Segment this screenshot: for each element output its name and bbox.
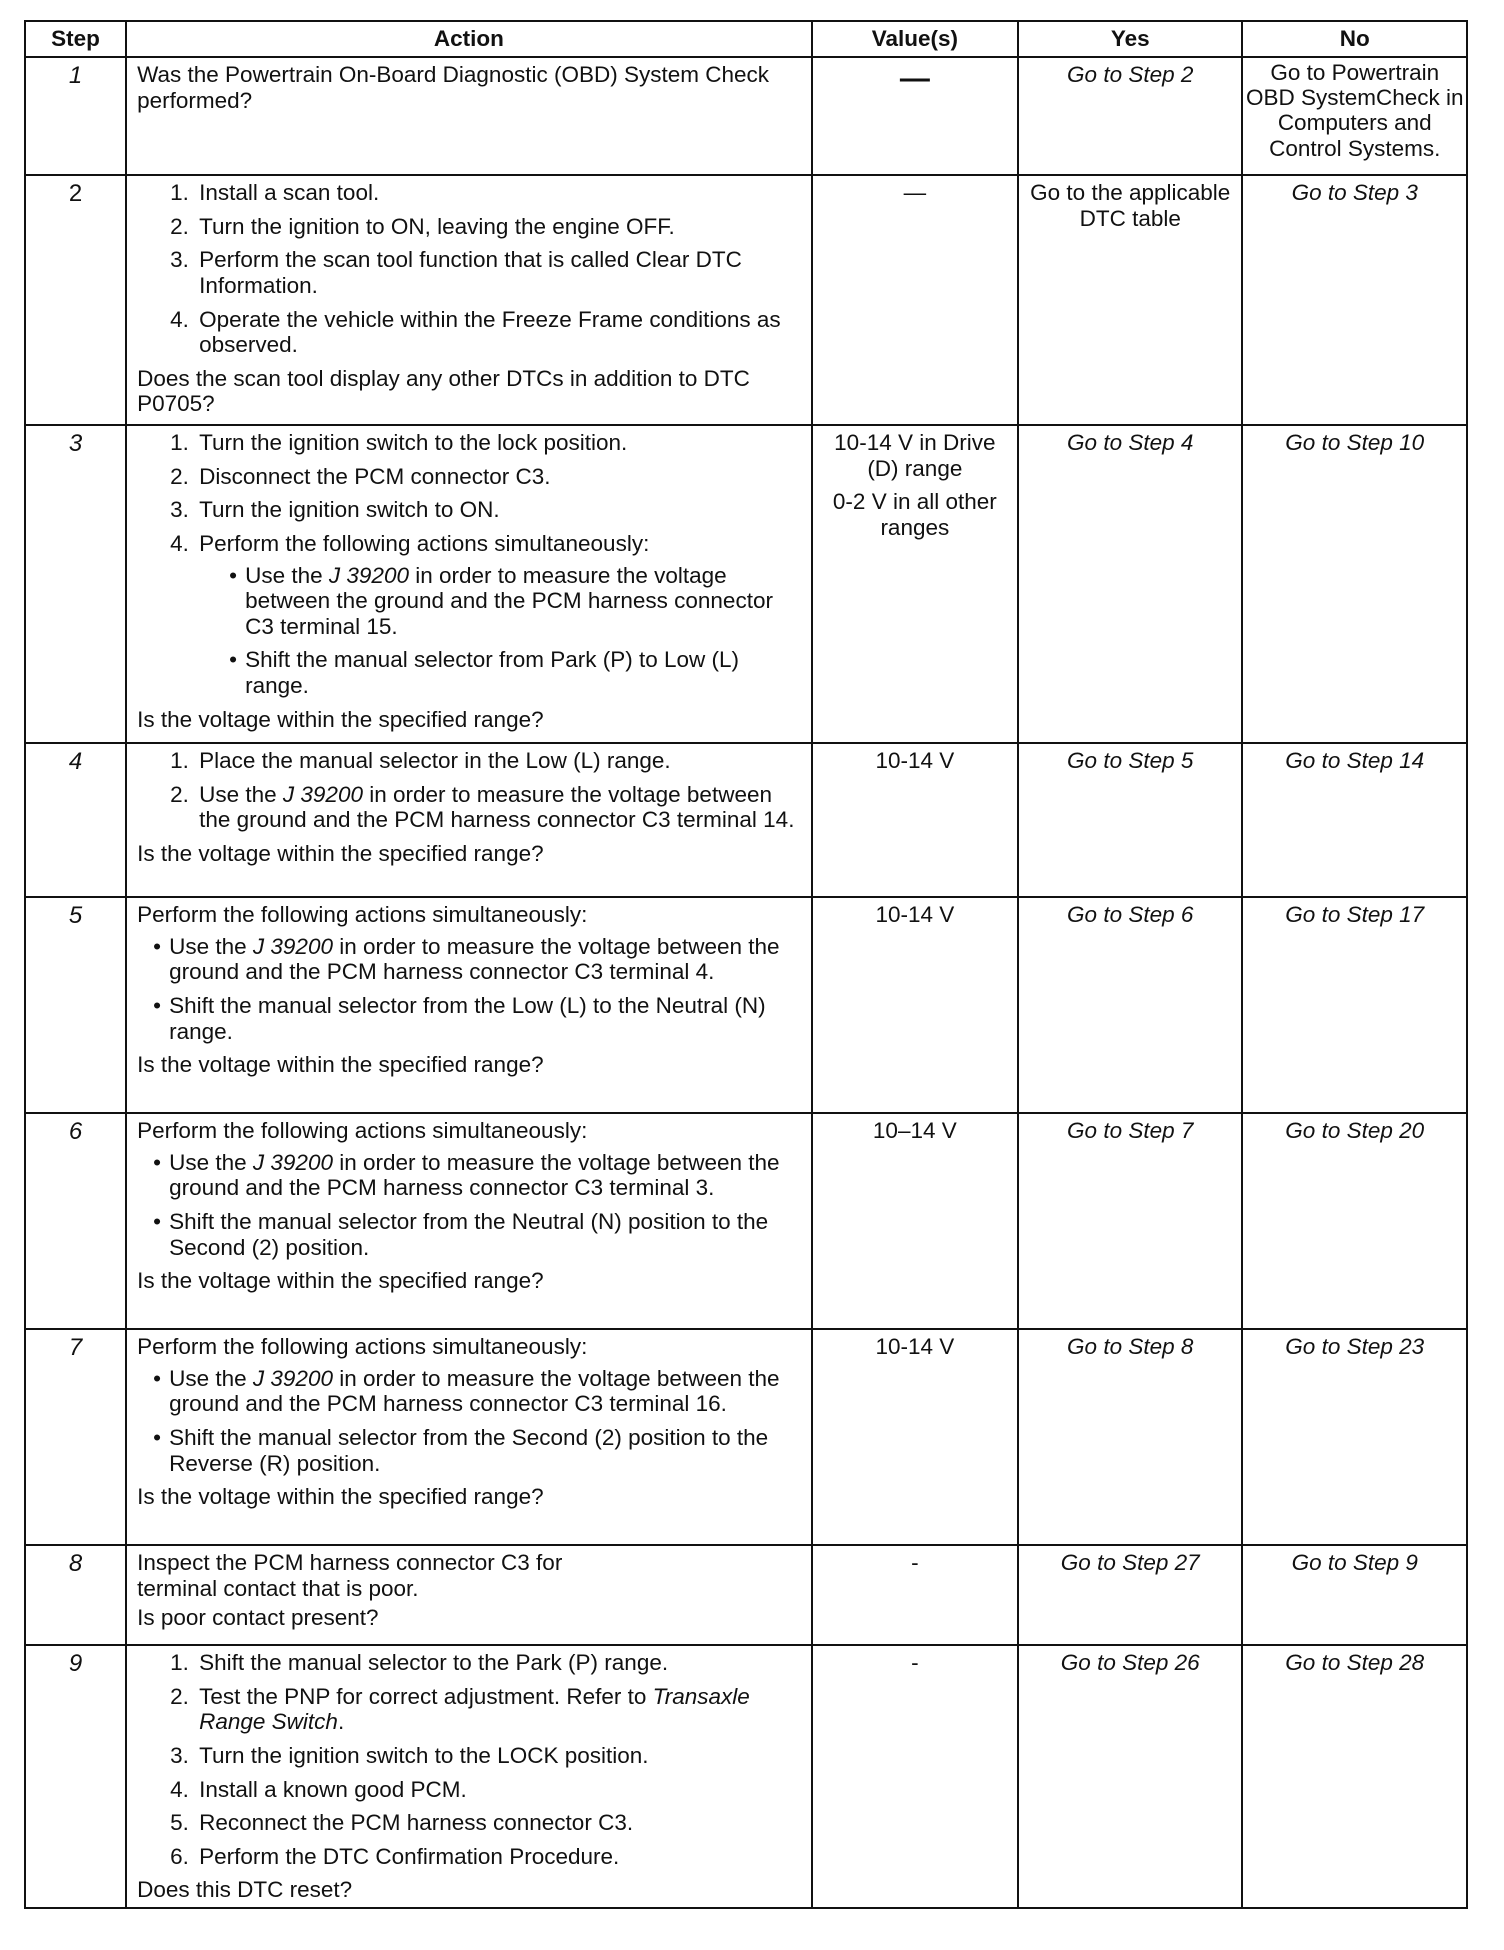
action-bullets — [199, 563, 801, 699]
action-step-text: Test the PNP for correct adjustment. Refer to — [199, 1683, 653, 1709]
yes-cell: Go to the applicable DTC table — [1018, 175, 1242, 425]
action-question: Does this DTC reset? — [137, 1877, 353, 1903]
action-bullets — [137, 1150, 801, 1261]
table-row — [25, 1545, 1467, 1645]
header-row — [25, 21, 1467, 57]
bullet-text: Use the — [169, 1149, 253, 1175]
yes-cell: Go to Step 4 — [1018, 425, 1242, 743]
action-step: 3. Perform the scan tool function that is called Clear DTC Information. — [195, 247, 801, 298]
table-row — [25, 1645, 1467, 1908]
action-cell — [126, 1545, 812, 1645]
table-row — [25, 897, 1467, 1113]
step-number: 3 — [25, 425, 126, 743]
value-cell — [812, 897, 1018, 1113]
table-row — [25, 425, 1467, 743]
bullet-item: • Shift the manual selector from the Second (2) position to the Reverse (R) position. — [153, 1425, 801, 1476]
action-intro: Perform the following actions simultaneously: — [137, 902, 588, 927]
value-text: — — [899, 62, 930, 95]
action-question: Is the voltage within the specified range? — [137, 706, 544, 732]
no-cell: Go to Step 20 — [1242, 1113, 1467, 1329]
action-question: Does the scan tool display any other DTCs in addition to DTC P0705? — [137, 365, 750, 417]
action-step — [195, 782, 801, 833]
action-step: 4. Operate the vehicle within the Freeze Frame conditions as observed. — [195, 307, 801, 358]
action-question: Is the voltage within the specified range? — [137, 1268, 544, 1294]
step-number: 2 — [25, 175, 126, 425]
header-yes: Yes — [1018, 21, 1242, 57]
no-cell: Go to Step 3 — [1242, 175, 1467, 425]
value-cell — [812, 1545, 1018, 1645]
yes-cell: Go to Step 8 — [1018, 1329, 1242, 1545]
diagnostic-table — [24, 20, 1468, 1909]
bullet-item — [153, 1150, 801, 1201]
action-intro: Perform the following actions simultaneously: — [137, 1118, 588, 1143]
action-step-text: in order to measure the voltage between the ground and the PCM harness connector C3 terminal 14. — [199, 781, 795, 833]
value-text: — — [903, 180, 927, 205]
step-number: 5 — [25, 897, 126, 1113]
bullet-item: • Shift the manual selector from Park (P) to Low (L) range. — [229, 647, 801, 698]
value-cell — [812, 743, 1018, 897]
action-step-text: Perform the following actions simultaneously: — [199, 530, 650, 556]
action-cell — [126, 57, 812, 175]
value-text: - — [911, 1550, 919, 1575]
value-cell — [812, 1329, 1018, 1545]
no-cell: Go to Step 10 — [1242, 425, 1467, 743]
action-step: 1. Turn the ignition switch to the lock position. — [195, 430, 801, 456]
bullet-item: • Shift the manual selector from the Low (L) to the Neutral (N) range. — [153, 993, 801, 1044]
step-number: 7 — [25, 1329, 126, 1545]
action-steps — [137, 430, 801, 699]
value-text: 10-14 V — [875, 1334, 955, 1359]
action-question: Is the voltage within the specified range? — [137, 840, 544, 866]
bullet-item: • Shift the manual selector from the Neutral (N) position to the Second (2) position. — [153, 1209, 801, 1260]
tool-name: J 39200 — [328, 562, 409, 588]
bullet-item — [153, 1366, 801, 1417]
action-bullets — [137, 934, 801, 1045]
table-row — [25, 57, 1467, 175]
reference-link: Transaxle Range Switch — [199, 1683, 750, 1735]
action-question: Is poor contact present? — [137, 1605, 379, 1631]
yes-cell: Go to Step 7 — [1018, 1113, 1242, 1329]
tool-name: J 39200 — [252, 933, 333, 959]
tool-name: J 39200 — [252, 1149, 333, 1175]
bullet-text: in order to measure the voltage between the ground and the PCM harness connector C3 terminal 15. — [245, 562, 773, 639]
table-row — [25, 1329, 1467, 1545]
yes-cell: Go to Step 6 — [1018, 897, 1242, 1113]
header-values: Value(s) — [812, 21, 1018, 57]
no-cell: Go to Powertrain OBD SystemCheck in Computers and Control Systems. — [1242, 57, 1467, 175]
table-row — [25, 1113, 1467, 1329]
action-intro: Inspect the PCM harness connector C3 for terminal contact that is poor. — [137, 1550, 563, 1601]
action-step: 1. Place the manual selector in the Low (L) range. — [195, 748, 801, 774]
action-bullets — [137, 1366, 801, 1477]
action-step: 1. Install a scan tool. — [195, 180, 801, 206]
action-cell — [126, 175, 812, 425]
bullet-text: in order to measure the voltage between the ground and the PCM harness connector C3 terminal 4. — [169, 933, 780, 985]
action-cell — [126, 1645, 812, 1908]
action-question: Is the voltage within the specified range? — [137, 1052, 544, 1078]
no-cell: Go to Step 17 — [1242, 897, 1467, 1113]
action-step: 1. Shift the manual selector to the Park (P) range. — [195, 1650, 801, 1676]
value-text: - — [911, 1650, 919, 1675]
table-row — [25, 743, 1467, 897]
action-steps — [137, 1650, 801, 1869]
action-steps — [137, 748, 801, 833]
tool-name: J 39200 — [282, 781, 363, 807]
value-text: 10-14 V in Drive (D) range — [834, 430, 996, 481]
value-cell — [812, 425, 1018, 743]
action-question: Was the Powertrain On-Board Diagnostic (OBD) System Check performed? — [137, 62, 769, 113]
value-cell — [812, 57, 1018, 175]
header-action: Action — [126, 21, 812, 57]
action-step: 2. Turn the ignition to ON, leaving the engine OFF. — [195, 214, 801, 240]
header-step: Step — [25, 21, 126, 57]
value-text: 10-14 V — [875, 902, 955, 927]
action-step: 5. Reconnect the PCM harness connector C3. — [195, 1810, 801, 1836]
bullet-text: in order to measure the voltage between the ground and the PCM harness connector C3 terminal 16. — [169, 1365, 780, 1417]
action-step: 6. Perform the DTC Confirmation Procedure. — [195, 1844, 801, 1870]
step-number: 1 — [25, 57, 126, 175]
yes-cell: Go to Step 2 — [1018, 57, 1242, 175]
yes-cell: Go to Step 26 — [1018, 1645, 1242, 1908]
action-step: 2. Disconnect the PCM connector C3. — [195, 464, 801, 490]
no-cell: Go to Step 9 — [1242, 1545, 1467, 1645]
bullet-item — [229, 563, 801, 640]
no-cell: Go to Step 14 — [1242, 743, 1467, 897]
value-text: 10–14 V — [872, 1118, 957, 1143]
step-number: 4 — [25, 743, 126, 897]
action-step: 3. Turn the ignition switch to ON. — [195, 497, 801, 523]
action-step: 3. Turn the ignition switch to the LOCK position. — [195, 1743, 801, 1769]
value-cell — [812, 1645, 1018, 1908]
action-cell — [126, 743, 812, 897]
header-no: No — [1242, 21, 1467, 57]
bullet-text: Use the — [169, 933, 253, 959]
yes-cell: Go to Step 5 — [1018, 743, 1242, 897]
action-question: Is the voltage within the specified range? — [137, 1484, 544, 1510]
no-cell: Go to Step 23 — [1242, 1329, 1467, 1545]
bullet-item — [153, 934, 801, 985]
action-step-text: . — [337, 1709, 345, 1735]
action-cell — [126, 1113, 812, 1329]
action-cell — [126, 897, 812, 1113]
action-step — [195, 1684, 801, 1735]
yes-cell: Go to Step 27 — [1018, 1545, 1242, 1645]
action-steps — [137, 180, 801, 358]
action-step: 4. Install a known good PCM. — [195, 1777, 801, 1803]
step-number: 9 — [25, 1645, 126, 1908]
action-cell — [126, 1329, 812, 1545]
value-cell — [812, 175, 1018, 425]
value-text: 0-2 V in all other ranges — [832, 489, 997, 540]
bullet-text: in order to measure the voltage between the ground and the PCM harness connector C3 terminal 3. — [169, 1149, 780, 1201]
action-step-text: Use the — [199, 781, 283, 807]
bullet-text: Use the — [245, 562, 329, 588]
no-cell: Go to Step 28 — [1242, 1645, 1467, 1908]
action-intro: Perform the following actions simultaneously: — [137, 1334, 588, 1359]
action-cell — [126, 425, 812, 743]
value-cell — [812, 1113, 1018, 1329]
step-number: 6 — [25, 1113, 126, 1329]
value-text: 10-14 V — [875, 748, 955, 773]
action-step — [195, 531, 801, 699]
table-row — [25, 175, 1467, 425]
bullet-text: Use the — [169, 1365, 253, 1391]
tool-name: J 39200 — [252, 1365, 333, 1391]
step-number: 8 — [25, 1545, 126, 1645]
